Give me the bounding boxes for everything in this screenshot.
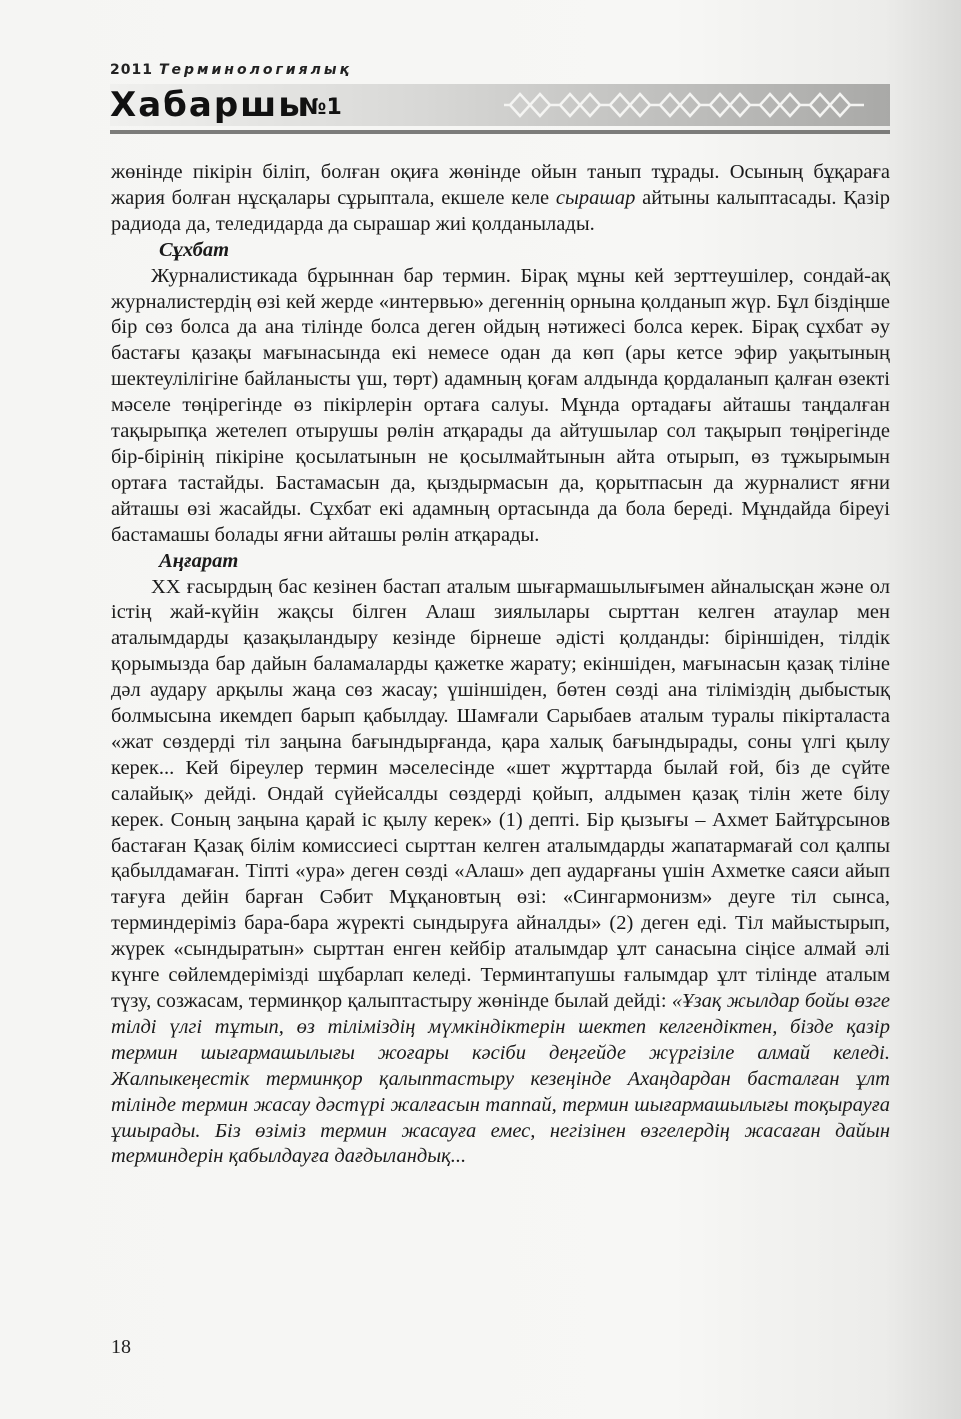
paragraph-angarat-text: XX ғасырдың бас кезінен бастап аталым шығармашылығымен айналысқан және ол істің жай-күйін жақсы білген Алаш зиялылары сырттан келген атаулар мен аталымдарды қазақыландыру кезінде бірнеше әдісті қолданды: біріншіден, тілдік қорымызда бар дайын баламаларды қажетке жарату; екіншіден, мағынасын қазақ тіліне дәл аудару арқылы жаңа сөз жасау; үшіншіден, бөтен сөзді ана тіліміздің дыбыстық болмысына икемдеп барып қабылдау. Шамғали Сарыбаев аталым туралы пікірталаста «жат сөздерді тіл заңына бағындырғанда, қара халық бағындырады, соны үлгі қылу керек... Кей біреулер термин мәселесінде «шет жұрттарда былай ғой, біз де сүйте салайық» дейді. Ондай сүйейсалды сөздерді қойып, алдымен қазақ тілін жете білу керек. Соның заңына қарай іс қылу керек» (1) депті. Бір қызығы – Ахмет Байтұрсынов бастаған Қазақ білім комиссиесі сырттан келген аталымдарды жапатармағай сол қалпы қабылдамаған. Тіпті «ура» деген сөзді «Алаш» деп аударғаны үшін Ахметке саяси айып тағуға дейін барған Сәбит Мұқановтың өзі: «Сингармонизм» деуге тіл сынса, терминдеріміз бара-бара жүректі сындыруға айналды» (2) деген еді. Тіл майыстырып, жүрек «сындыратын» сырттан енген кейбір аталымдар ұлт санасына сіңісе алмай әлі күнге сөйлемдерімізді шұбарлап келеді. Терминтапушы ғалымдар ұлт тілінде аталым түзу, созжасам, терминқор қалыптастыру жөнінде былай дейді:	[111, 575, 890, 1012]
header-year: 2011	[110, 62, 153, 78]
section-heading-angarat: Аңғарат	[159, 549, 239, 572]
header-journal-line	[110, 62, 352, 78]
running-header	[110, 62, 890, 142]
paragraph-angarat	[111, 575, 890, 1171]
header-journal-name: Терминологиялық	[158, 62, 352, 78]
ornament-pattern-icon	[502, 86, 882, 124]
header-title: Хабаршы	[110, 85, 312, 125]
header-rule	[110, 130, 890, 134]
header-issue: №1	[300, 95, 342, 120]
paragraph-intro-text: жөнінде пікірін біліп, болған оқиға жөнінде ойын танып тұрады. Осының бұқараға жария болған нұсқалары сұрыптала, екшеле келе	[111, 161, 890, 209]
paragraph-suhbat: Журналистикада бұрыннан бар термин. Бірақ мұны кей зерттеушілер, сондай-ақ журналистердің өзі кей жерде «интервью» дегеннің орнына қолданып жүр. Бұл біздіңше бір сөз болса да ана тілінде болса деген ойдың нәтижесі болса керек. Бірақ сұхбат әу бастағы қазақы мағынасында екі немесе одан да көп (ары кетсе эфир уақытының шектеулілігіне байланысты үш, төрт) адамның қоғам алдында қордаланып қалған өзекті мәселе төңірегінде өз пікірлерін ортаға салуы. Мұнда ортадағы айташы таңдалған тақырыпқа жетелеп отырушы рөлін атқарады да айтушылар сол тақырып төңірегінде бір-бірінің пікіріне қосылатынын не қосылмайтынын айта отырып, өз тұжырымын ортаға тастайды. Бастамасын да, қыздырмасын да, қорытпасын да журналист яғни айташы өзі жасайды. Сұхбат екі адамның ортасында да бола береді. Мұндайда біреуі бастамашы болады яғни айташы рөлін атқарады.	[111, 264, 890, 546]
term-syrashar: сырашар	[555, 186, 636, 209]
paragraph-intro-end: айтыны калыптасады. Қазір радиода да, теледидарда да сырашар жиі қолданылады.	[111, 186, 891, 235]
paragraph-intro	[111, 160, 890, 238]
block-quote: «Ұзақ жылдар бойы өзге тілді үлгі тұтып, өз тіліміздің мүмкіндіктерін шектеп келгендіктен, бізде қазір термин шығармашылығы жоғары кәсіби деңгейде жүргізіле алмай келеді. Жалпыкеңестік терминқор қалыптастыру кезеңінде Ахаңдардан басталған ұлт тілінде термин жасау дәстүрі жалғасын таппай, термин шығармашылығы тоқырауға ұшырады. Біз өзіміз термин жасауға емес, негізінен өзгелердің жасаған дайын терминдерін қабылдауға дағдыландық...	[111, 990, 890, 1168]
page-number: 18	[111, 1336, 131, 1358]
section-heading-suhbat: Сұхбат	[159, 238, 230, 261]
article-body	[111, 160, 890, 1170]
